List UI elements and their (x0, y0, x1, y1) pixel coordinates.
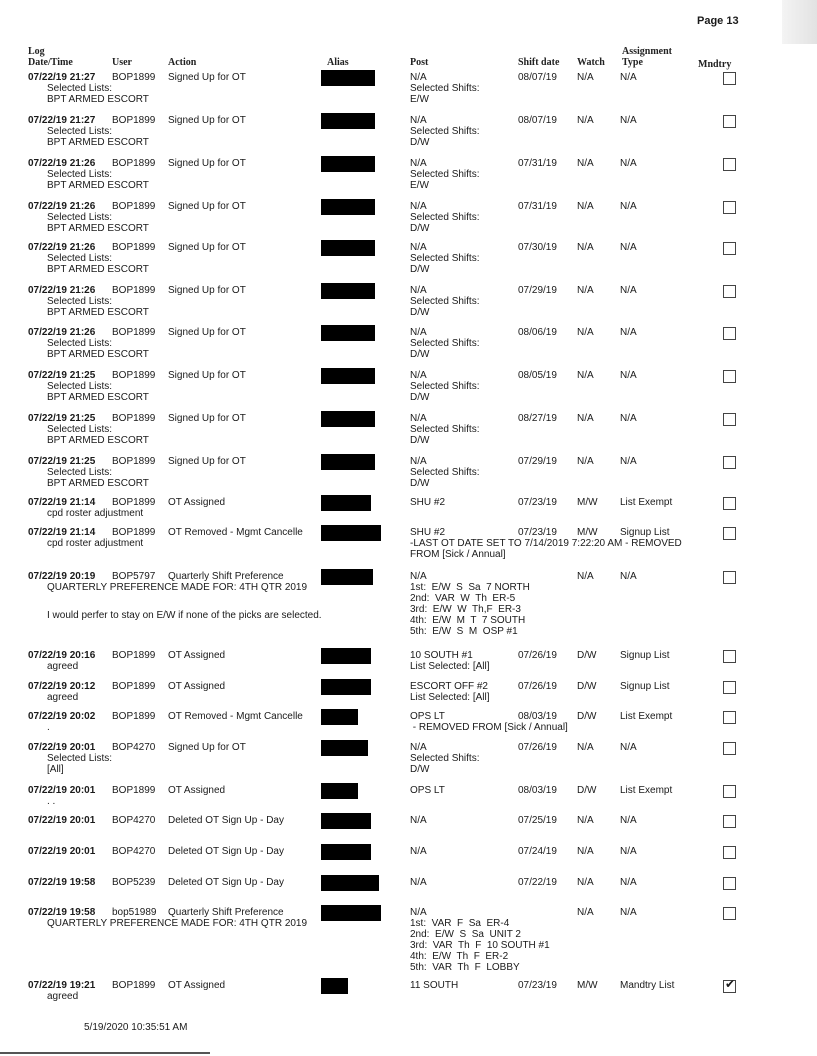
mandatory-checkbox[interactable] (723, 72, 736, 85)
log-datetime: 07/22/19 21:26 (28, 285, 96, 296)
log-shift-date: 07/23/19 (518, 527, 557, 538)
log-user: BOP1899 (112, 285, 156, 296)
log-watch: N/A (577, 242, 594, 253)
alias-redaction (321, 70, 375, 86)
log-detail-secondary: BPT ARMED ESCORT (47, 137, 149, 148)
log-shift-date: 08/03/19 (518, 785, 557, 796)
log-action: Signed Up for OT (168, 285, 246, 296)
mandatory-checkbox[interactable] (723, 711, 736, 724)
log-watch: N/A (577, 370, 594, 381)
log-detail-primary: Selected Lists: (47, 169, 113, 180)
log-post: N/A (410, 327, 427, 338)
log-action: OT Removed - Mgmt Cancelle (168, 711, 303, 722)
log-assignment-type: List Exempt (620, 497, 673, 508)
post-detail-line: 4th: E/W M T 7 SOUTH (410, 615, 526, 626)
post-detail-line: D/W (410, 392, 430, 403)
log-shift-date: 08/07/19 (518, 72, 557, 83)
log-detail-primary: Selected Lists: (47, 424, 113, 435)
log-assignment-type: Signup List (620, 650, 670, 661)
log-shift-date: 08/06/19 (518, 327, 557, 338)
log-post: N/A (410, 285, 427, 296)
log-assignment-type: N/A (620, 456, 637, 467)
log-shift-date: 07/29/19 (518, 285, 557, 296)
log-assignment-type: N/A (620, 815, 637, 826)
alias-redaction (321, 709, 358, 725)
alias-redaction (321, 844, 371, 860)
log-user: BOP1899 (112, 785, 156, 796)
header-watch: Watch (577, 57, 605, 68)
log-post: OPS LT (410, 785, 445, 796)
log-assignment-type: N/A (620, 571, 637, 582)
log-assignment-type: List Exempt (620, 711, 673, 722)
post-detail-line: List Selected: [All] (410, 692, 490, 703)
log-shift-date: 07/24/19 (518, 846, 557, 857)
post-detail-line: D/W (410, 137, 430, 148)
footer-rule (0, 1052, 210, 1054)
log-datetime: 07/22/19 20:16 (28, 650, 96, 661)
post-detail-line: 2nd: E/W S Sa UNIT 2 (410, 929, 521, 940)
post-detail-line: 5th: E/W S M OSP #1 (410, 626, 518, 637)
log-action: Signed Up for OT (168, 158, 246, 169)
log-post: N/A (410, 877, 427, 888)
log-action: Deleted OT Sign Up - Day (168, 846, 284, 857)
alias-redaction (321, 569, 373, 585)
log-action: Quarterly Shift Preference (168, 907, 284, 918)
log-datetime: 07/22/19 20:19 (28, 571, 96, 582)
mandatory-checkbox[interactable] (723, 846, 736, 859)
log-shift-date: 07/23/19 (518, 497, 557, 508)
mandatory-checkbox[interactable] (723, 571, 736, 584)
log-datetime: 07/22/19 20:01 (28, 846, 96, 857)
header-alias: Alias (327, 57, 349, 68)
mandatory-checkbox[interactable] (723, 158, 736, 171)
alias-redaction (321, 411, 375, 427)
log-post: SHU #2 (410, 527, 446, 538)
log-user: BOP1899 (112, 497, 156, 508)
log-detail-primary: Selected Lists: (47, 83, 113, 94)
checkmark-icon: ✔ (725, 977, 736, 991)
log-shift-date: 07/31/19 (518, 201, 557, 212)
log-user: BOP1899 (112, 242, 156, 253)
log-shift-date: 07/26/19 (518, 650, 557, 661)
log-action: Deleted OT Sign Up - Day (168, 815, 284, 826)
log-detail-primary: QUARTERLY PREFERENCE MADE FOR: 4TH QTR 2019 (47, 582, 308, 593)
log-action: OT Removed - Mgmt Cancelle (168, 527, 303, 538)
log-assignment-type: N/A (620, 846, 637, 857)
log-datetime: 07/22/19 20:01 (28, 785, 96, 796)
log-assignment-type: List Exempt (620, 785, 673, 796)
log-post: N/A (410, 815, 427, 826)
page-number: Page 13 (697, 15, 739, 27)
post-detail-line: 1st: E/W S Sa 7 NORTH (410, 582, 530, 593)
post-detail-line: D/W (410, 264, 430, 275)
log-detail-secondary: BPT ARMED ESCORT (47, 478, 149, 489)
log-shift-date: 07/31/19 (518, 158, 557, 169)
log-watch: D/W (577, 785, 597, 796)
log-detail-secondary: BPT ARMED ESCORT (47, 392, 149, 403)
log-detail-primary: . . (47, 796, 56, 807)
post-detail-line: E/W (410, 180, 429, 191)
print-timestamp: 5/19/2020 10:35:51 AM (84, 1022, 188, 1033)
log-datetime: 07/22/19 21:27 (28, 72, 96, 83)
log-post: N/A (410, 370, 427, 381)
post-detail-line: Selected Shifts: (410, 83, 480, 94)
log-detail-primary: agreed (47, 991, 79, 1002)
log-action: Quarterly Shift Preference (168, 571, 284, 582)
log-shift-date: 07/29/19 (518, 456, 557, 467)
mandatory-checkbox[interactable] (723, 815, 736, 828)
post-detail-line: D/W (410, 307, 430, 318)
post-detail-line: Selected Shifts: (410, 169, 480, 180)
log-detail-secondary: BPT ARMED ESCORT (47, 349, 149, 360)
log-datetime: 07/22/19 21:14 (28, 497, 96, 508)
log-detail-primary: Selected Lists: (47, 338, 113, 349)
log-datetime: 07/22/19 20:12 (28, 681, 96, 692)
log-action: Signed Up for OT (168, 327, 246, 338)
post-detail-line: -LAST OT DATE SET TO 7/14/2019 7:22:20 AM - REMOVED (410, 538, 682, 549)
log-watch: N/A (577, 742, 594, 753)
log-datetime: 07/22/19 21:14 (28, 527, 96, 538)
log-post: N/A (410, 571, 427, 582)
log-assignment-type: N/A (620, 370, 637, 381)
mandatory-checkbox[interactable] (723, 681, 736, 694)
log-datetime: 07/22/19 21:26 (28, 158, 96, 169)
log-detail-secondary: [All] (47, 764, 64, 775)
log-shift-date: 08/03/19 (518, 711, 557, 722)
log-post: N/A (410, 907, 427, 918)
log-shift-date: 07/26/19 (518, 742, 557, 753)
post-detail-line: 3rd: E/W W Th,F ER-3 (410, 604, 521, 615)
mandatory-checkbox[interactable] (723, 285, 736, 298)
log-user: BOP1899 (112, 115, 156, 126)
post-detail-line: 3rd: VAR Th F 10 SOUTH #1 (410, 940, 550, 951)
log-datetime: 07/22/19 21:25 (28, 456, 96, 467)
log-user: BOP1899 (112, 72, 156, 83)
log-assignment-type: N/A (620, 907, 637, 918)
mandatory-checkbox[interactable] (723, 115, 736, 128)
log-action: OT Assigned (168, 681, 226, 692)
post-detail-line: Selected Shifts: (410, 126, 480, 137)
log-detail-primary: Selected Lists: (47, 753, 113, 764)
mandatory-checkbox[interactable] (723, 201, 736, 214)
log-detail-secondary: I would perfer to stay on E/W if none of the picks are selected. (47, 610, 322, 621)
post-detail-line: D/W (410, 764, 430, 775)
log-user: BOP1899 (112, 980, 156, 991)
log-assignment-type: N/A (620, 115, 637, 126)
alias-redaction (321, 813, 371, 829)
header-datetime: Date/Time (28, 57, 73, 68)
mandatory-checkbox[interactable] (723, 327, 736, 340)
alias-redaction (321, 368, 375, 384)
log-post: N/A (410, 201, 427, 212)
alias-redaction (321, 156, 375, 172)
log-shift-date: 07/26/19 (518, 681, 557, 692)
mandatory-checkbox[interactable] (723, 497, 736, 510)
mandatory-checkbox[interactable] (723, 742, 736, 755)
log-detail-secondary: BPT ARMED ESCORT (47, 223, 149, 234)
post-detail-line: Selected Shifts: (410, 381, 480, 392)
log-assignment-type: N/A (620, 285, 637, 296)
alias-redaction (321, 875, 379, 891)
post-detail-line: D/W (410, 349, 430, 360)
log-action: Signed Up for OT (168, 72, 246, 83)
post-detail-line: Selected Shifts: (410, 296, 480, 307)
log-user: BOP1899 (112, 681, 156, 692)
mandatory-checkbox[interactable] (723, 370, 736, 383)
log-datetime: 07/22/19 19:58 (28, 907, 96, 918)
log-shift-date: 07/30/19 (518, 242, 557, 253)
log-action: Signed Up for OT (168, 742, 246, 753)
log-shift-date: 08/07/19 (518, 115, 557, 126)
alias-redaction (321, 283, 375, 299)
log-post: OPS LT (410, 711, 445, 722)
log-assignment-type: Signup List (620, 681, 670, 692)
header-user: User (112, 57, 132, 68)
log-watch: M/W (577, 980, 598, 991)
log-action: OT Assigned (168, 650, 226, 661)
log-post: N/A (410, 456, 427, 467)
log-user: BOP5239 (112, 877, 156, 888)
log-assignment-type: N/A (620, 201, 637, 212)
log-watch: N/A (577, 201, 594, 212)
log-post: N/A (410, 742, 427, 753)
log-detail-primary: Selected Lists: (47, 296, 113, 307)
log-user: BOP4270 (112, 846, 156, 857)
log-post: 10 SOUTH #1 (410, 650, 473, 661)
log-assignment-type: N/A (620, 742, 637, 753)
post-detail-line: List Selected: [All] (410, 661, 490, 672)
log-detail-secondary: BPT ARMED ESCORT (47, 435, 149, 446)
log-watch: N/A (577, 846, 594, 857)
log-watch: N/A (577, 907, 594, 918)
mandatory-checkbox[interactable] (723, 527, 736, 540)
log-action: Signed Up for OT (168, 201, 246, 212)
header-post: Post (410, 57, 429, 68)
log-datetime: 07/22/19 21:26 (28, 327, 96, 338)
log-watch: M/W (577, 497, 598, 508)
log-post: N/A (410, 72, 427, 83)
log-detail-primary: cpd roster adjustment (47, 538, 144, 549)
log-watch: N/A (577, 115, 594, 126)
log-datetime: 07/22/19 21:27 (28, 115, 96, 126)
header-shift-date: Shift date (518, 57, 560, 68)
log-user: BOP1899 (112, 370, 156, 381)
alias-redaction (321, 905, 381, 921)
post-detail-line: 1st: VAR F Sa ER-4 (410, 918, 510, 929)
mandatory-checkbox[interactable] (723, 413, 736, 426)
log-user: BOP1899 (112, 201, 156, 212)
log-user: BOP5797 (112, 571, 156, 582)
alias-redaction (321, 648, 371, 664)
log-watch: N/A (577, 327, 594, 338)
log-detail-secondary: BPT ARMED ESCORT (47, 180, 149, 191)
log-action: Signed Up for OT (168, 456, 246, 467)
log-assignment-type: Signup List (620, 527, 670, 538)
log-watch: N/A (577, 571, 594, 582)
log-datetime: 07/22/19 21:26 (28, 201, 96, 212)
log-datetime: 07/22/19 21:25 (28, 370, 96, 381)
header-action: Action (168, 57, 197, 68)
log-user: BOP1899 (112, 650, 156, 661)
log-user: BOP4270 (112, 815, 156, 826)
log-datetime: 07/22/19 19:21 (28, 980, 96, 991)
log-post: N/A (410, 413, 427, 424)
alias-redaction (321, 495, 371, 511)
log-action: Deleted OT Sign Up - Day (168, 877, 284, 888)
post-detail-line: D/W (410, 223, 430, 234)
log-assignment-type: N/A (620, 242, 637, 253)
mandatory-checkbox[interactable] (723, 785, 736, 798)
log-assignment-type: Mandtry List (620, 980, 675, 991)
log-user: BOP1899 (112, 413, 156, 424)
log-detail-primary: agreed (47, 692, 79, 703)
log-watch: N/A (577, 413, 594, 424)
log-assignment-type: N/A (620, 158, 637, 169)
alias-redaction (321, 679, 371, 695)
mandatory-checkbox[interactable] (723, 650, 736, 663)
mandatory-checkbox[interactable] (723, 977, 736, 993)
log-action: OT Assigned (168, 980, 226, 991)
log-datetime: 07/22/19 20:01 (28, 742, 96, 753)
mandatory-checkbox[interactable] (723, 456, 736, 469)
alias-redaction (321, 454, 375, 470)
log-detail-primary: cpd roster adjustment (47, 508, 144, 519)
log-watch: D/W (577, 711, 597, 722)
log-action: Signed Up for OT (168, 115, 246, 126)
log-detail-secondary: BPT ARMED ESCORT (47, 264, 149, 275)
log-detail-primary: Selected Lists: (47, 467, 113, 478)
log-assignment-type: N/A (620, 413, 637, 424)
log-watch: N/A (577, 158, 594, 169)
log-detail-primary: agreed (47, 661, 79, 672)
log-datetime: 07/22/19 20:02 (28, 711, 96, 722)
log-watch: N/A (577, 815, 594, 826)
mandatory-checkbox[interactable] (723, 877, 736, 890)
post-detail-line: 5th: VAR Th F LOBBY (410, 962, 520, 973)
post-detail-line: - REMOVED FROM [Sick / Annual] (410, 722, 568, 733)
alias-redaction (321, 240, 375, 256)
post-detail-line: Selected Shifts: (410, 467, 480, 478)
log-shift-date: 07/22/19 (518, 877, 557, 888)
header-log: Log (28, 46, 45, 57)
log-post: 11 SOUTH (410, 980, 459, 991)
alias-redaction (321, 740, 368, 756)
log-user: BOP1899 (112, 456, 156, 467)
post-detail-line: Selected Shifts: (410, 253, 480, 264)
log-datetime: 07/22/19 20:01 (28, 815, 96, 826)
mandatory-checkbox[interactable] (723, 242, 736, 255)
log-detail-primary: Selected Lists: (47, 126, 113, 137)
alias-redaction (321, 113, 375, 129)
log-action: Signed Up for OT (168, 413, 246, 424)
log-post: N/A (410, 846, 427, 857)
log-action: OT Assigned (168, 497, 226, 508)
log-watch: N/A (577, 456, 594, 467)
log-user: bop51989 (112, 907, 157, 918)
post-detail-line: 4th: E/W Th F ER-2 (410, 951, 509, 962)
log-action: OT Assigned (168, 785, 226, 796)
log-assignment-type: N/A (620, 327, 637, 338)
log-action: Signed Up for OT (168, 370, 246, 381)
post-detail-line: 2nd: VAR W Th ER-5 (410, 593, 516, 604)
post-detail-line: Selected Shifts: (410, 753, 480, 764)
post-detail-line: D/W (410, 435, 430, 446)
post-detail-line: D/W (410, 478, 430, 489)
post-detail-line: Selected Shifts: (410, 212, 480, 223)
log-watch: D/W (577, 650, 597, 661)
log-detail-primary: Selected Lists: (47, 381, 113, 392)
log-watch: N/A (577, 72, 594, 83)
log-watch: D/W (577, 681, 597, 692)
post-detail-line: Selected Shifts: (410, 338, 480, 349)
log-shift-date: 07/25/19 (518, 815, 557, 826)
header-type: Type (622, 57, 643, 68)
log-assignment-type: N/A (620, 877, 637, 888)
alias-redaction (321, 325, 375, 341)
log-watch: N/A (577, 877, 594, 888)
log-watch: N/A (577, 285, 594, 296)
log-user: BOP1899 (112, 158, 156, 169)
post-detail-line: E/W (410, 94, 429, 105)
scan-edge-shading (782, 0, 817, 44)
log-detail-primary: Selected Lists: (47, 253, 113, 264)
log-post: N/A (410, 158, 427, 169)
log-detail-secondary: BPT ARMED ESCORT (47, 94, 149, 105)
log-action: Signed Up for OT (168, 242, 246, 253)
log-assignment-type: N/A (620, 72, 637, 83)
log-post: N/A (410, 242, 427, 253)
header-assignment: Assignment (622, 46, 673, 57)
log-detail-primary: Selected Lists: (47, 212, 113, 223)
log-user: BOP1899 (112, 327, 156, 338)
log-detail-primary: . (47, 722, 50, 733)
alias-redaction (321, 783, 358, 799)
alias-redaction (321, 978, 348, 994)
log-shift-date: 07/23/19 (518, 980, 557, 991)
post-detail-line: FROM [Sick / Annual] (410, 549, 506, 560)
log-user: BOP1899 (112, 711, 156, 722)
log-datetime: 07/22/19 21:25 (28, 413, 96, 424)
log-user: BOP1899 (112, 527, 156, 538)
log-post: N/A (410, 115, 427, 126)
log-shift-date: 08/05/19 (518, 370, 557, 381)
mandatory-checkbox[interactable] (723, 907, 736, 920)
log-detail-secondary: BPT ARMED ESCORT (47, 307, 149, 318)
alias-redaction (321, 525, 381, 541)
log-watch: M/W (577, 527, 598, 538)
log-post: SHU #2 (410, 497, 446, 508)
log-user: BOP4270 (112, 742, 156, 753)
alias-redaction (321, 199, 375, 215)
log-post: ESCORT OFF #2 (410, 681, 488, 692)
log-datetime: 07/22/19 21:26 (28, 242, 96, 253)
log-datetime: 07/22/19 19:58 (28, 877, 96, 888)
header-mandatory: Mndtry (698, 59, 732, 70)
post-detail-line: Selected Shifts: (410, 424, 480, 435)
log-detail-primary: QUARTERLY PREFERENCE MADE FOR: 4TH QTR 2019 (47, 918, 308, 929)
log-shift-date: 08/27/19 (518, 413, 557, 424)
